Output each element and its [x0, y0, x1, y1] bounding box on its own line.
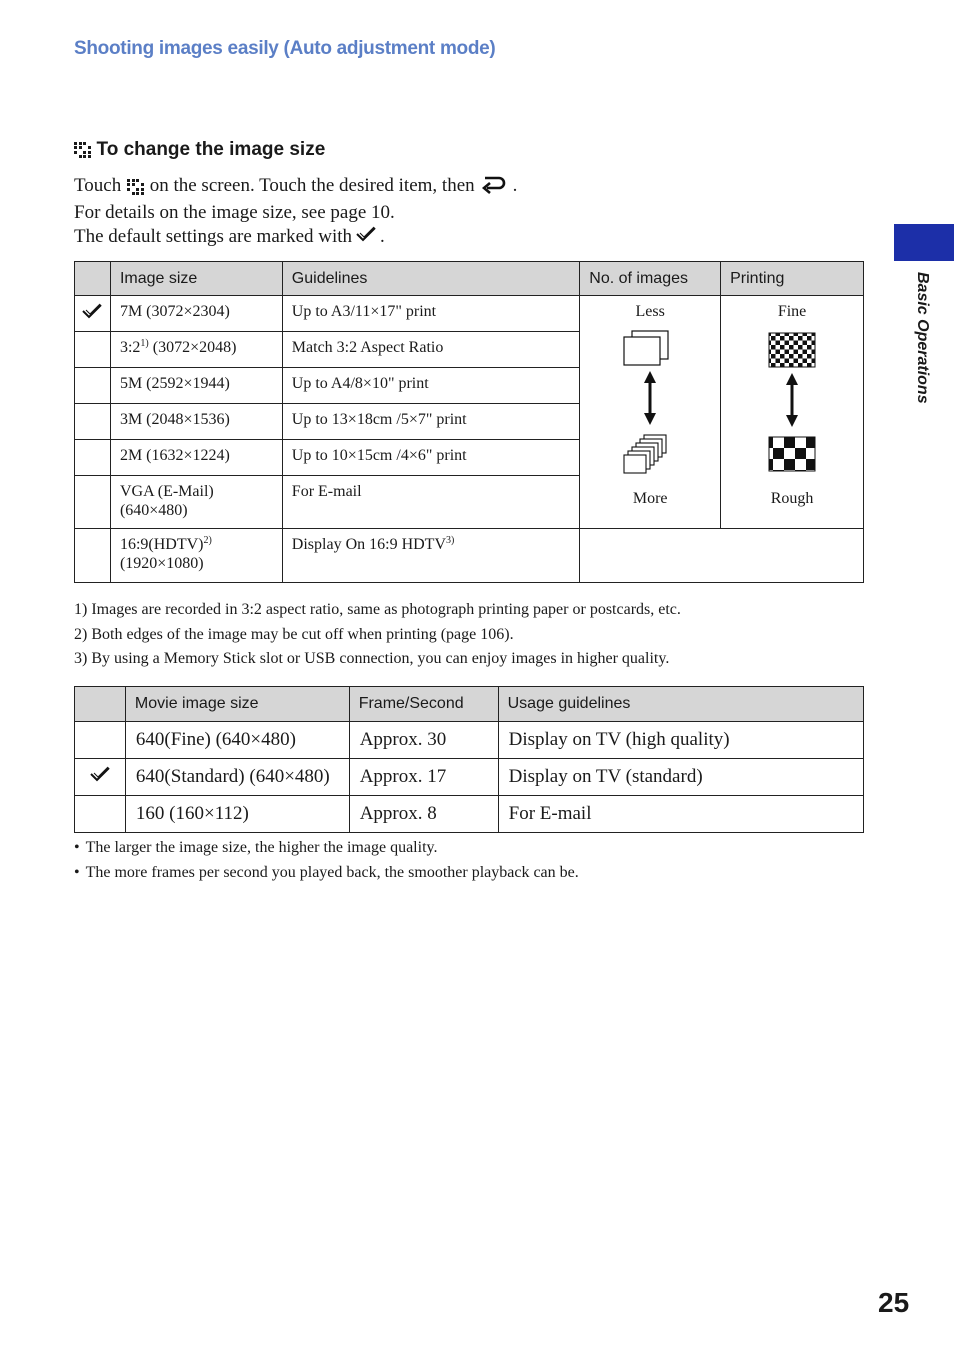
default-check-cell	[75, 296, 111, 332]
intro-instruction: on the screen. Touch the desired item, then	[149, 174, 475, 196]
size-text-line2: (1920×1080)	[119, 555, 204, 572]
printing-scale-graphic	[762, 327, 822, 487]
image-size-cell: 7M (3072×2304)	[110, 296, 282, 332]
default-check-cell	[75, 476, 111, 529]
guideline-cell: Up to A4/8×10" print	[282, 368, 579, 404]
guideline-cell: Up to 10×15cm /4×6" print	[282, 440, 579, 476]
header-image-size: Image size	[110, 262, 282, 296]
header-movie-image-size: Movie image size	[125, 687, 349, 722]
default-check-cell	[75, 332, 111, 368]
section-tab-marker	[894, 224, 954, 261]
table-row	[75, 529, 864, 583]
header-blank	[75, 262, 111, 296]
image-size-cell: 5M (2592×1944)	[110, 368, 282, 404]
printing-scale	[721, 296, 864, 529]
image-size-cell	[110, 529, 282, 583]
footnotes	[74, 598, 681, 672]
return-icon	[481, 172, 507, 201]
image-size-icon	[127, 175, 144, 199]
default-check-cell	[75, 440, 111, 476]
intro-details: For details on the image size, see page 10.	[74, 202, 395, 223]
default-check-cell	[75, 722, 126, 759]
default-check-icon	[81, 302, 103, 320]
footnote-ref: 3)	[446, 535, 455, 546]
section-title	[74, 139, 325, 161]
bullet-notes	[74, 835, 579, 885]
footnote-ref: 2)	[203, 535, 212, 546]
image-size-table	[74, 261, 864, 583]
header-blank	[75, 687, 126, 722]
intro-period: .	[512, 174, 518, 196]
movie-size-cell: 640(Standard) (640×480)	[125, 759, 349, 796]
header-frame-second: Frame/Second	[349, 687, 498, 722]
footnote-2: 2) Both edges of the image may be cut off when printing (page 106).	[74, 625, 514, 643]
table-row	[75, 722, 864, 759]
side-section-label: Basic Operations	[914, 272, 931, 404]
usage-cell: For E-mail	[498, 796, 863, 833]
header-no-of-images: No. of images	[580, 262, 721, 296]
image-size-cell: 2M (1632×1224)	[110, 440, 282, 476]
intro-period: .	[380, 226, 385, 247]
fps-cell: Approx. 8	[349, 796, 498, 833]
footnote-ref: 1)	[140, 338, 149, 349]
size-text-line2: (640×480)	[119, 502, 188, 519]
guideline-cell: For E-mail	[282, 476, 579, 529]
image-size-cell	[110, 332, 282, 368]
table-row	[75, 796, 864, 833]
header-printing: Printing	[721, 262, 864, 296]
intro-touch: Touch	[74, 174, 122, 196]
size-text: VGA (E-Mail)	[119, 483, 214, 500]
default-check-icon	[89, 765, 111, 783]
table-row	[75, 759, 864, 796]
no-of-images-scale	[580, 296, 721, 529]
guideline-cell: Up to A3/11×17" print	[282, 296, 579, 332]
default-check-cell	[75, 368, 111, 404]
image-size-icon	[74, 142, 91, 159]
movie-size-cell: 160 (160×112)	[125, 796, 349, 833]
images-more-label: More	[632, 490, 668, 507]
images-scale-graphic	[620, 327, 680, 487]
size-text: 16:9(HDTV)	[119, 536, 204, 553]
bullet-item: • The larger the image size, the higher the image quality.	[74, 835, 579, 860]
default-check-cell	[75, 759, 126, 796]
default-check-cell	[75, 796, 126, 833]
table-row	[75, 296, 864, 332]
usage-cell: Display on TV (high quality)	[498, 722, 863, 759]
footnote-3: 3) By using a Memory Stick slot or USB connection, you can enjoy images in higher quality.	[74, 650, 670, 667]
bullet-text: The more frames per second you played back, the smoother playback can be.	[85, 864, 579, 881]
fps-cell: Approx. 30	[349, 722, 498, 759]
header-usage-guidelines: Usage guidelines	[498, 687, 863, 722]
guideline-cell	[282, 529, 579, 583]
bullet-text: The larger the image size, the higher the image quality.	[85, 839, 438, 856]
size-text-tail: (3072×2048)	[148, 339, 237, 356]
page-number: 25	[878, 1287, 910, 1318]
footnote-1: 1) Images are recorded in 3:2 aspect ratio, same as photograph printing paper or postcards, etc.	[74, 601, 681, 618]
guide-text: Display On 16:9 HDTV	[291, 536, 447, 553]
page-header-title: Shooting images easily (Auto adjustment mode)	[74, 38, 496, 59]
movie-size-table	[74, 686, 864, 833]
intro-text	[74, 172, 517, 250]
header-guidelines: Guidelines	[282, 262, 579, 296]
empty-cell	[580, 529, 864, 583]
bullet-item: • The more frames per second you played back, the smoother playback can be.	[74, 860, 579, 885]
intro-default: The default settings are marked with	[74, 226, 353, 247]
image-size-cell: 3M (2048×1536)	[110, 404, 282, 440]
printing-rough-label: Rough	[770, 490, 814, 507]
default-check-icon	[355, 225, 377, 250]
movie-size-cell: 640(Fine) (640×480)	[125, 722, 349, 759]
guideline-cell: Match 3:2 Aspect Ratio	[282, 332, 579, 368]
image-size-cell	[110, 476, 282, 529]
usage-cell: Display on TV (standard)	[498, 759, 863, 796]
images-less-label: Less	[635, 303, 665, 320]
printing-fine-label: Fine	[777, 303, 807, 320]
default-check-cell	[75, 529, 111, 583]
fps-cell: Approx. 17	[349, 759, 498, 796]
guideline-cell: Up to 13×18cm /5×7" print	[282, 404, 579, 440]
size-text: 3:2	[119, 339, 141, 356]
section-title-text: To change the image size	[96, 139, 326, 160]
default-check-cell	[75, 404, 111, 440]
